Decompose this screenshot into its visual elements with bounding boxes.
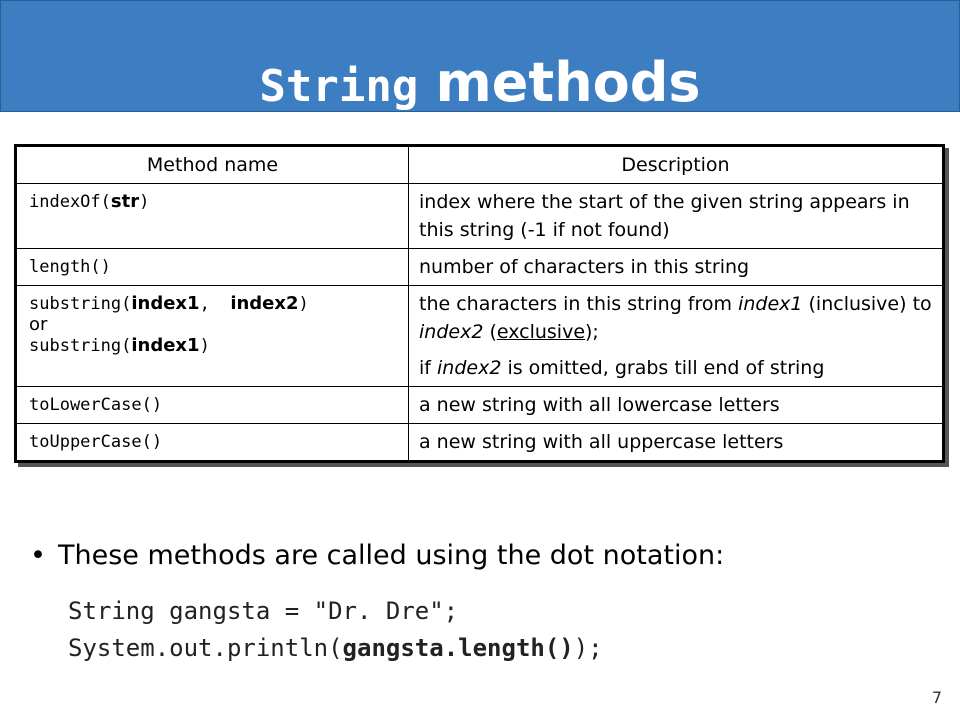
desc-text: is omitted, grabs till end of string [501, 357, 825, 379]
table-row [16, 387, 944, 424]
method-cell [16, 387, 409, 424]
method-separator: , [199, 294, 221, 314]
method-arg: index1 [131, 293, 200, 314]
method-code: length() [29, 257, 111, 277]
method-cell [16, 424, 409, 462]
method2-arg: index1 [131, 335, 200, 356]
bullet-item [30, 540, 724, 571]
desc-text: ( [483, 321, 497, 343]
description-line-2 [419, 354, 934, 382]
description-cell: a new string with all lowercase letters [409, 387, 944, 424]
desc-italic: index1 [738, 293, 803, 315]
method-code: toUpperCase() [29, 432, 163, 452]
desc-italic: index2 [437, 357, 502, 379]
method-code-end: ) [298, 294, 309, 314]
code-text: ); [573, 634, 603, 662]
method-line-2 [29, 334, 398, 358]
code-bold: gangsta.length() [342, 634, 574, 662]
description-cell [409, 286, 944, 387]
bullet-text: These methods are called using the dot notation: [58, 540, 725, 571]
desc-underlined: exclusive [496, 321, 586, 343]
or-text: or [29, 314, 48, 335]
methods-table [14, 144, 945, 463]
title-code: String [259, 61, 419, 112]
header-description: Description [409, 146, 944, 184]
method-cell [16, 249, 409, 286]
slide-title [0, 48, 960, 122]
title-text: methods [435, 51, 701, 114]
description-cell: number of characters in this string [409, 249, 944, 286]
method-code: substring( [29, 294, 132, 314]
description-line-1 [419, 290, 934, 346]
spacer [419, 346, 934, 354]
method-arg-2: index2 [230, 293, 299, 314]
table-row [16, 424, 944, 462]
desc-text: ); [585, 321, 599, 343]
desc-italic: index2 [419, 321, 484, 343]
bullet-dot-icon: • [30, 540, 46, 571]
page-number: 7 [931, 688, 942, 707]
desc-text: (inclusive) to [802, 293, 932, 315]
code-text: System.out.println( [68, 634, 343, 662]
description-cell: a new string with all uppercase letters [409, 424, 944, 462]
table-row [16, 286, 944, 387]
method-code: indexOf( [29, 192, 111, 212]
method-code: toLowerCase() [29, 395, 163, 415]
desc-text: the characters in this string from [419, 293, 739, 315]
method2-code-end: ) [199, 336, 210, 356]
table-header-row [16, 146, 944, 184]
method-arg: str [110, 191, 140, 212]
table-row [16, 184, 944, 249]
header-method-name: Method name [16, 146, 409, 184]
method-code-end: ) [139, 192, 150, 212]
code-line-1: String gangsta = "Dr. Dre"; [68, 597, 459, 625]
description-cell: index where the start of the given string appears in this string (-1 if not found) [409, 184, 944, 249]
desc-text: if [419, 357, 438, 379]
method-cell [16, 286, 409, 387]
method-cell [16, 184, 409, 249]
code-line-2 [68, 634, 603, 662]
method-line [29, 292, 398, 316]
table-row [16, 249, 944, 286]
method2-code: substring( [29, 336, 132, 356]
